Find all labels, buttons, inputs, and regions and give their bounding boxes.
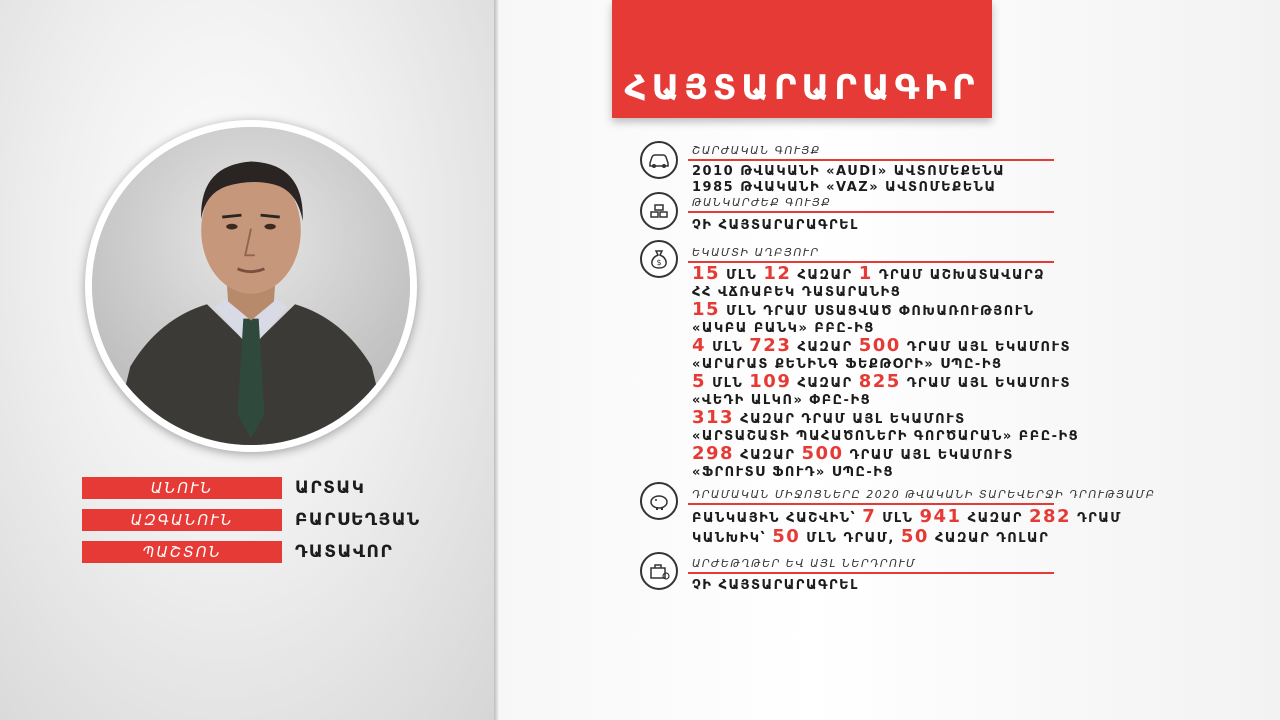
car-icon [640, 141, 678, 179]
amount-value: 109 [749, 371, 792, 392]
amount-unit: ՄԼՆ ԴՐԱՄ, [806, 531, 895, 546]
amount-unit: ՀԱԶԱՐ [797, 268, 853, 283]
amount-unit: ՀԱԶԱՐ [967, 511, 1023, 526]
amount-unit: ՀԱԶԱՐ ԴՐԱՄ ԱՅԼ ԵԿԱՄՈՒՏ [740, 412, 966, 427]
income-entry-3-line-1 [692, 335, 1071, 356]
income-entry-5-line-2: «ԱՐՏԱՇԱՏԻ ՊԱՀԱԾՈՆԵՐԻ ԳՈՐԾԱՐԱՆ» ԲԲԸ-ԻՑ [692, 429, 1080, 444]
cash-label: ԿԱՆԽԻԿ՝ [692, 531, 767, 546]
movable-line-2: 1985 ԹՎԱԿԱՆԻ «VAZ» ԱՎՏՈՄԵՔԵՆԱ [692, 180, 997, 195]
income-entry-1-line-1 [692, 263, 1045, 284]
last-name-value: ԲԱՐՍԵՂՅԱՆ [295, 510, 421, 530]
portrait-photo [85, 120, 417, 452]
amount-value: 723 [749, 335, 792, 356]
securities-line-1: ՉԻ ՀԱՅՏԱՐԱՐԱԳՐԵԼ [692, 578, 859, 593]
income-entry-6-line-1 [692, 443, 1014, 464]
header-banner [612, 0, 992, 118]
amount-value: 15 [692, 263, 721, 284]
amount-value: 12 [763, 263, 792, 284]
svg-text:$: $ [656, 258, 662, 267]
valuables-section-title: ԹԱՆԿԱՐԺԵՔ ԳՈՒՅՔ [692, 196, 832, 209]
income-entry-1-line-2: ՀՀ ՎՃՌԱԲԵԿ ԴԱՏԱՐԱՆԻՑ [692, 285, 902, 300]
amount-unit: ՄԼՆ ԴՐԱՄ ՍՏԱՑՎԱԾ ՓՈԽԱՌՈՒԹՅՈՒՆ [726, 304, 1035, 319]
amount-unit: ԴՐԱՄ ԱՇԽԱՏԱՎԱՐՁ [878, 268, 1046, 283]
amount-unit: ՀԱԶԱՐ [797, 340, 853, 355]
amount-unit: ԴՐԱՄ ԱՅԼ ԵԿԱՄՈՒՏ [906, 340, 1072, 355]
income-entry-4-line-2: «ՎԵԴԻ ԱԼԿՈ» ՓԲԸ-ԻՑ [692, 393, 872, 408]
amount-value: 15 [692, 299, 721, 320]
amount-value: 500 [858, 335, 901, 356]
amount-unit: ԴՐԱՄ ԱՅԼ ԵԿԱՄՈՒՏ [906, 376, 1072, 391]
briefcase-coins-icon [640, 552, 678, 590]
securities-section-title: ԱՐԺԵԹՂԹԵՐ ԵՎ ԱՅԼ ՆԵՐԴՐՈՒՄ [692, 557, 917, 570]
income-section-title: ԵԿԱՄՏԻ ԱՂԲՅՈՒՐ [692, 246, 820, 259]
income-entry-2-line-1 [692, 299, 1035, 320]
position-label: ՊԱՇՏՈՆ [82, 541, 282, 563]
income-entry-2-line-2: «ԱԿԲԱ ԲԱՆԿ» ԲԲԸ-ԻՑ [692, 321, 875, 336]
amount-unit: ՀԱԶԱՐ ԴՈԼԱՐ [934, 531, 1050, 546]
money-bag-icon [640, 240, 678, 278]
movable-section-title: ՇԱՐԺԱԿԱՆ ԳՈՒՅՔ [692, 144, 821, 157]
income-entry-5-line-1 [692, 407, 966, 428]
amount-unit: ՀԱԶԱՐ [797, 376, 853, 391]
valuables-line-1: ՉԻ ՀԱՅՏԱՐԱՐԱԳՐԵԼ [692, 218, 859, 233]
position-value: ԴԱՏԱՎՈՐ [295, 542, 394, 562]
piggy-bank-icon [640, 482, 678, 520]
amount-unit: ՄԼՆ [882, 511, 914, 526]
movable-section-rule [688, 159, 1054, 161]
amount-unit: ՄԼՆ [712, 376, 744, 391]
income-entry-3-line-2: «ԱՐԱՐԱՏ ՔԵՆԻՆԳ ՖԵՔԹՕՐԻ» ՍՊԸ-ԻՑ [692, 357, 1003, 372]
amount-value: 941 [919, 506, 962, 527]
portrait-illustration [92, 127, 410, 445]
cash-line-1 [692, 506, 1122, 527]
amount-value: 7 [862, 506, 877, 527]
amount-value: 1 [858, 263, 873, 284]
amount-value: 5 [692, 371, 707, 392]
income-entry-6-line-2: «ՖՐՈՒՏՍ ՖՈՒԴ» ՍՊԸ-ԻՑ [692, 465, 895, 480]
amount-value: 282 [1028, 506, 1072, 527]
amount-unit: ՄԼՆ [726, 268, 758, 283]
amount-unit: ԴՐԱՄ ԱՅԼ ԵԿԱՄՈՒՏ [849, 448, 1014, 463]
gold-bars-icon [640, 192, 678, 230]
movable-line-1: 2010 ԹՎԱԿԱՆԻ «AUDI» ԱՎՏՈՄԵՔԵՆԱ [692, 164, 1006, 179]
amount-value: 298 [692, 443, 735, 464]
amount-unit: ԴՐԱՄ [1077, 511, 1122, 526]
valuables-section-rule [688, 211, 1054, 213]
cash-label: ԲԱՆԿԱՅԻՆ ՀԱՇՎԻՆ՝ [692, 511, 857, 526]
first-name-value: ԱՐՏԱԿ [295, 478, 366, 498]
amount-value: 500 [801, 443, 844, 464]
amount-value: 4 [692, 335, 707, 356]
amount-value: 313 [692, 407, 735, 428]
page-title: ՀԱՅՏԱՐԱՐԱԳԻՐ [624, 68, 980, 108]
amount-value: 50 [772, 526, 801, 547]
last-name-label: ԱԶԳԱՆՈՒՆ [82, 509, 282, 531]
cash-section-title: ԴՐԱՄԱԿԱՆ ՄԻՋՈՑՆԵՐԸ 2020 ԹՎԱԿԱՆԻ ՏԱՐԵՎԵՐՋԻ ԴՐՈՒԹՅԱՄԲ [692, 488, 1156, 501]
amount-unit: ՄԼՆ [712, 340, 744, 355]
cash-section-rule [688, 503, 1054, 505]
amount-value: 825 [858, 371, 901, 392]
cash-line-2 [692, 526, 1049, 547]
income-entry-4-line-1 [692, 371, 1071, 392]
securities-section-rule [688, 572, 1054, 574]
first-name-label: ԱՆՈՒՆ [82, 477, 282, 499]
amount-unit: ՀԱԶԱՐ [740, 448, 796, 463]
amount-value: 50 [900, 526, 929, 547]
